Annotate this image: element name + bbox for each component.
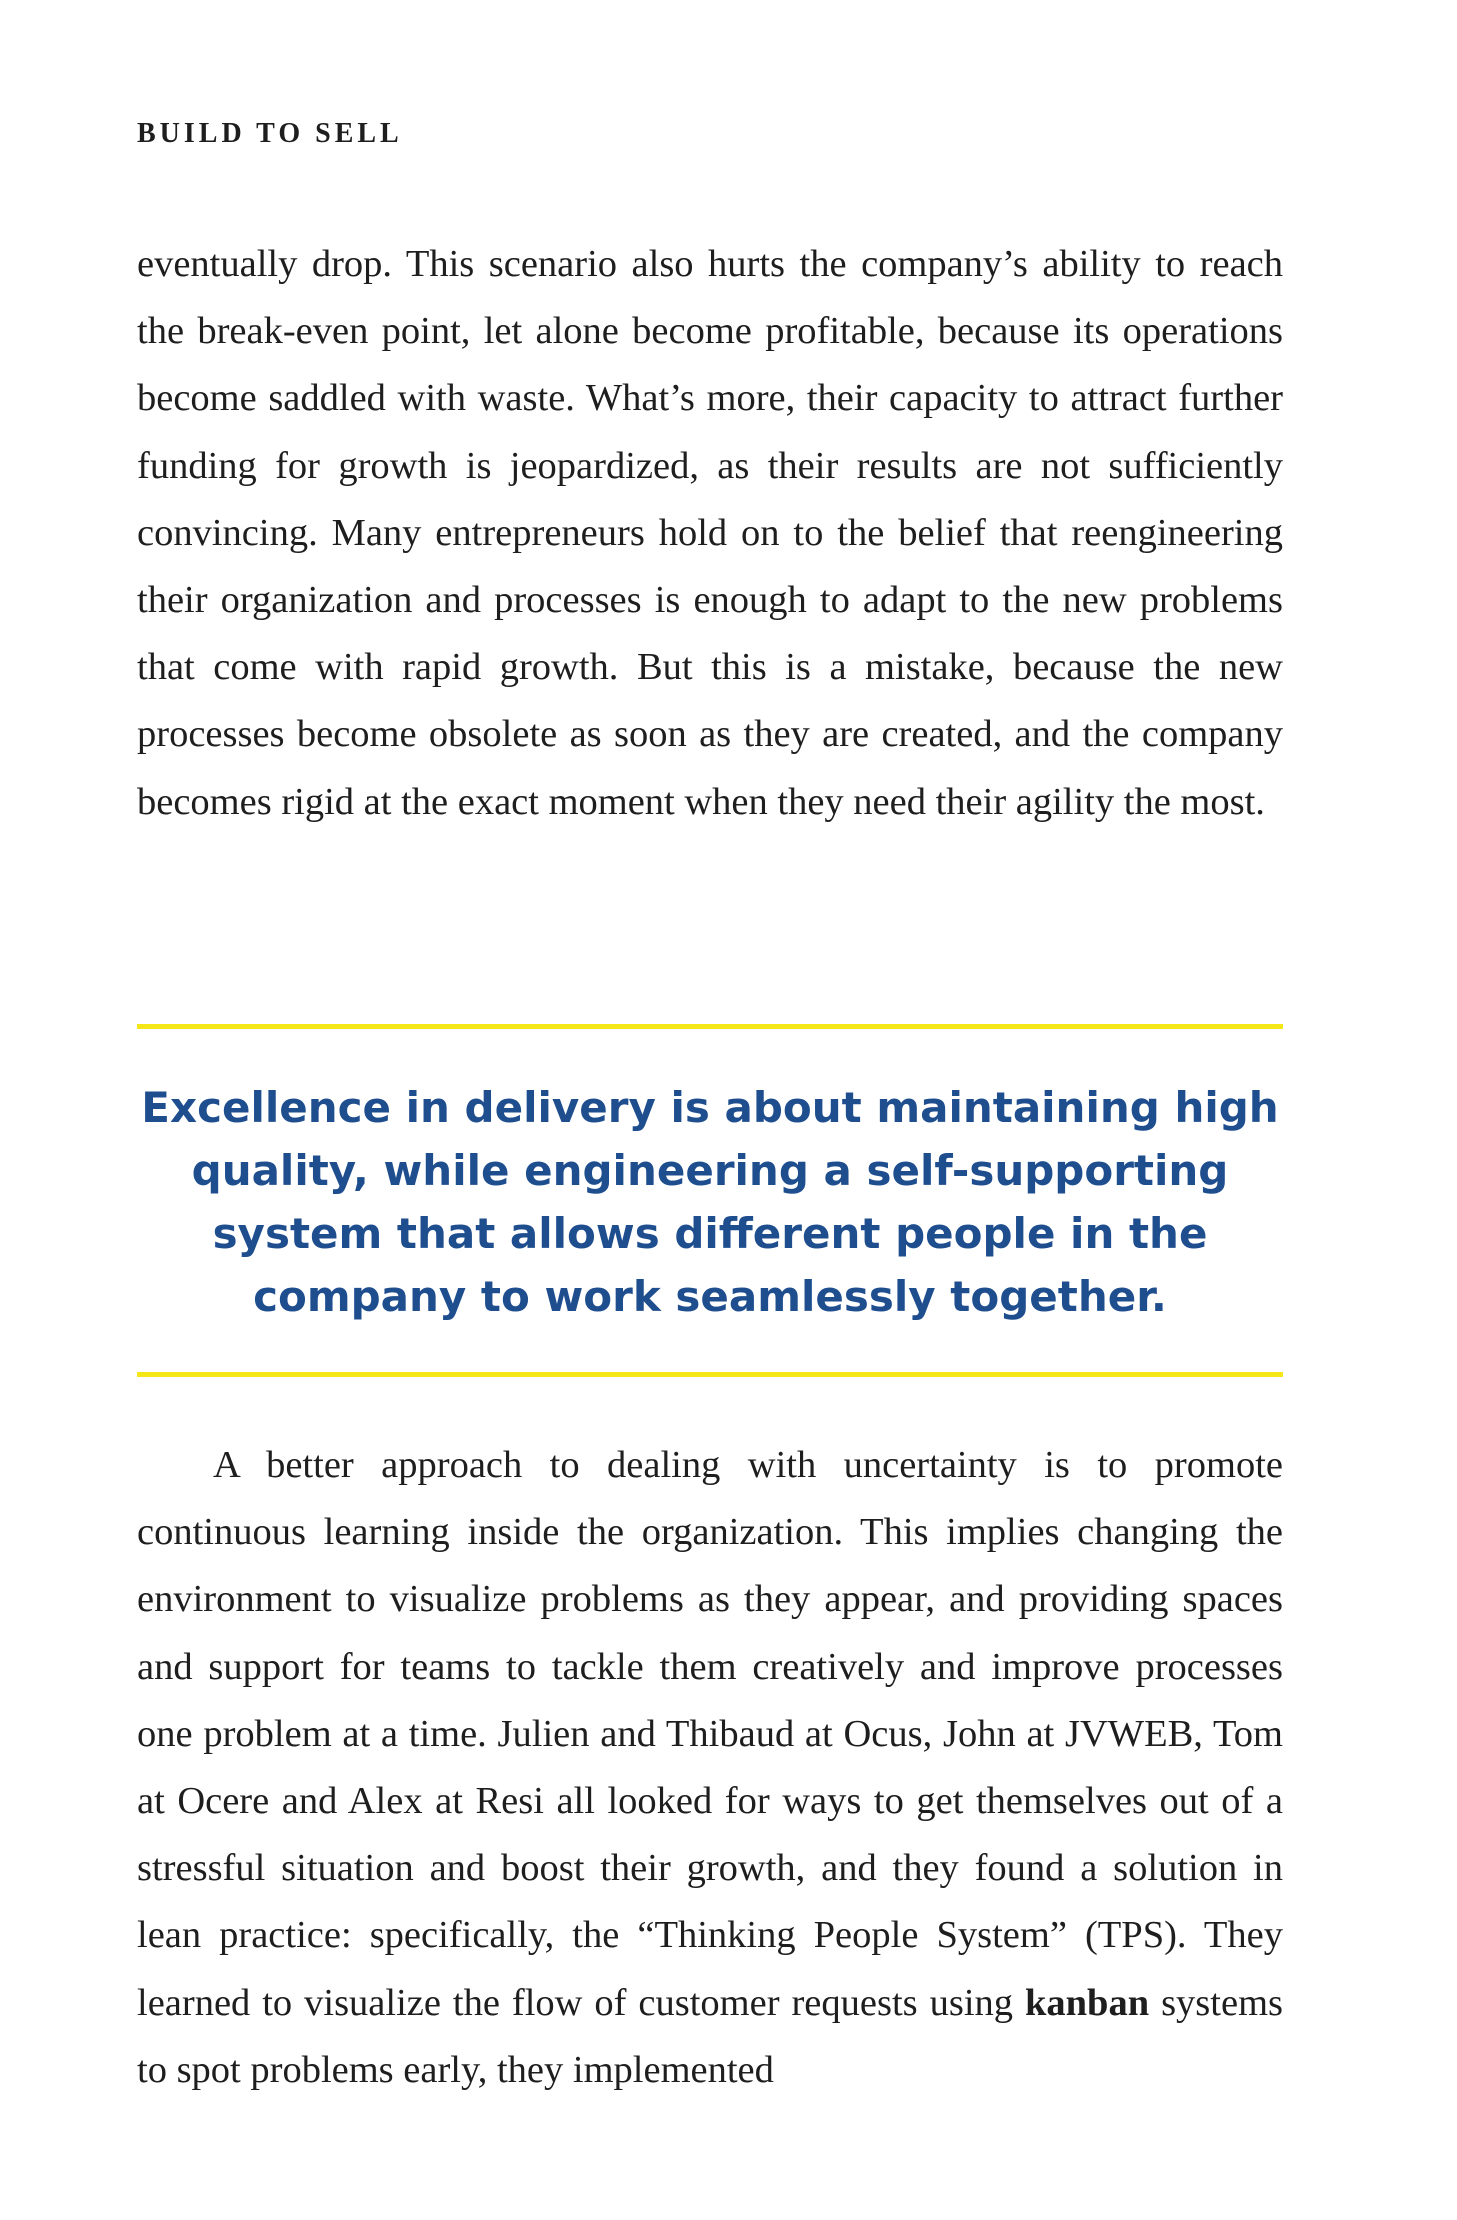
running-head: BUILD TO SELL xyxy=(137,118,403,149)
bold-term: kanban xyxy=(1024,1981,1150,2024)
pull-quote: Excellence in delivery is about maintaining high quality, while engineering a self-supporting system that allows different people in the company to work seamlessly together. xyxy=(141,1083,1279,1321)
paragraph-text: systems to spot problems early, they implemented xyxy=(137,1981,1283,2091)
body-paragraph: eventually drop. This scenario also hurts the company’s ability to reach the break-even point, let alone become profitable, because its operations become saddled with waste. What’s more, their capacity to attract further funding for growth is jeopardized, as their results are not sufficiently convincing. Many entrepreneurs hold on to the belief that reengineering their organization and processes is enough to adapt to the new problems that come with rapid growth. But this is a mistake, because the new processes become obsolete as soon as they are created, and the company becomes rigid at the exact moment when they need their agility the most. xyxy=(137,243,1283,823)
pull-quote-top-rule xyxy=(137,1024,1283,1029)
pull-quote-bottom-rule xyxy=(137,1372,1283,1377)
body-paragraph xyxy=(137,1432,1283,2104)
paragraph-text: A better approach to dealing with uncertainty is to promote continuous learning inside the organization. This implies changing the environment to visualize problems as they appear, and providing spaces and support for teams to tackle them creatively and improve processes one problem at a time. Julien and Thibaud at Ocus, John at JVWEB, Tom at Ocere and Alex at Resi all looked for ways to get themselves out of a stressful situation and boost their growth, and they found a solution in lean practice: specifically, the “Thinking People System” (TPS). They learned to visualize the flow of customer requests using xyxy=(137,1444,1283,2024)
